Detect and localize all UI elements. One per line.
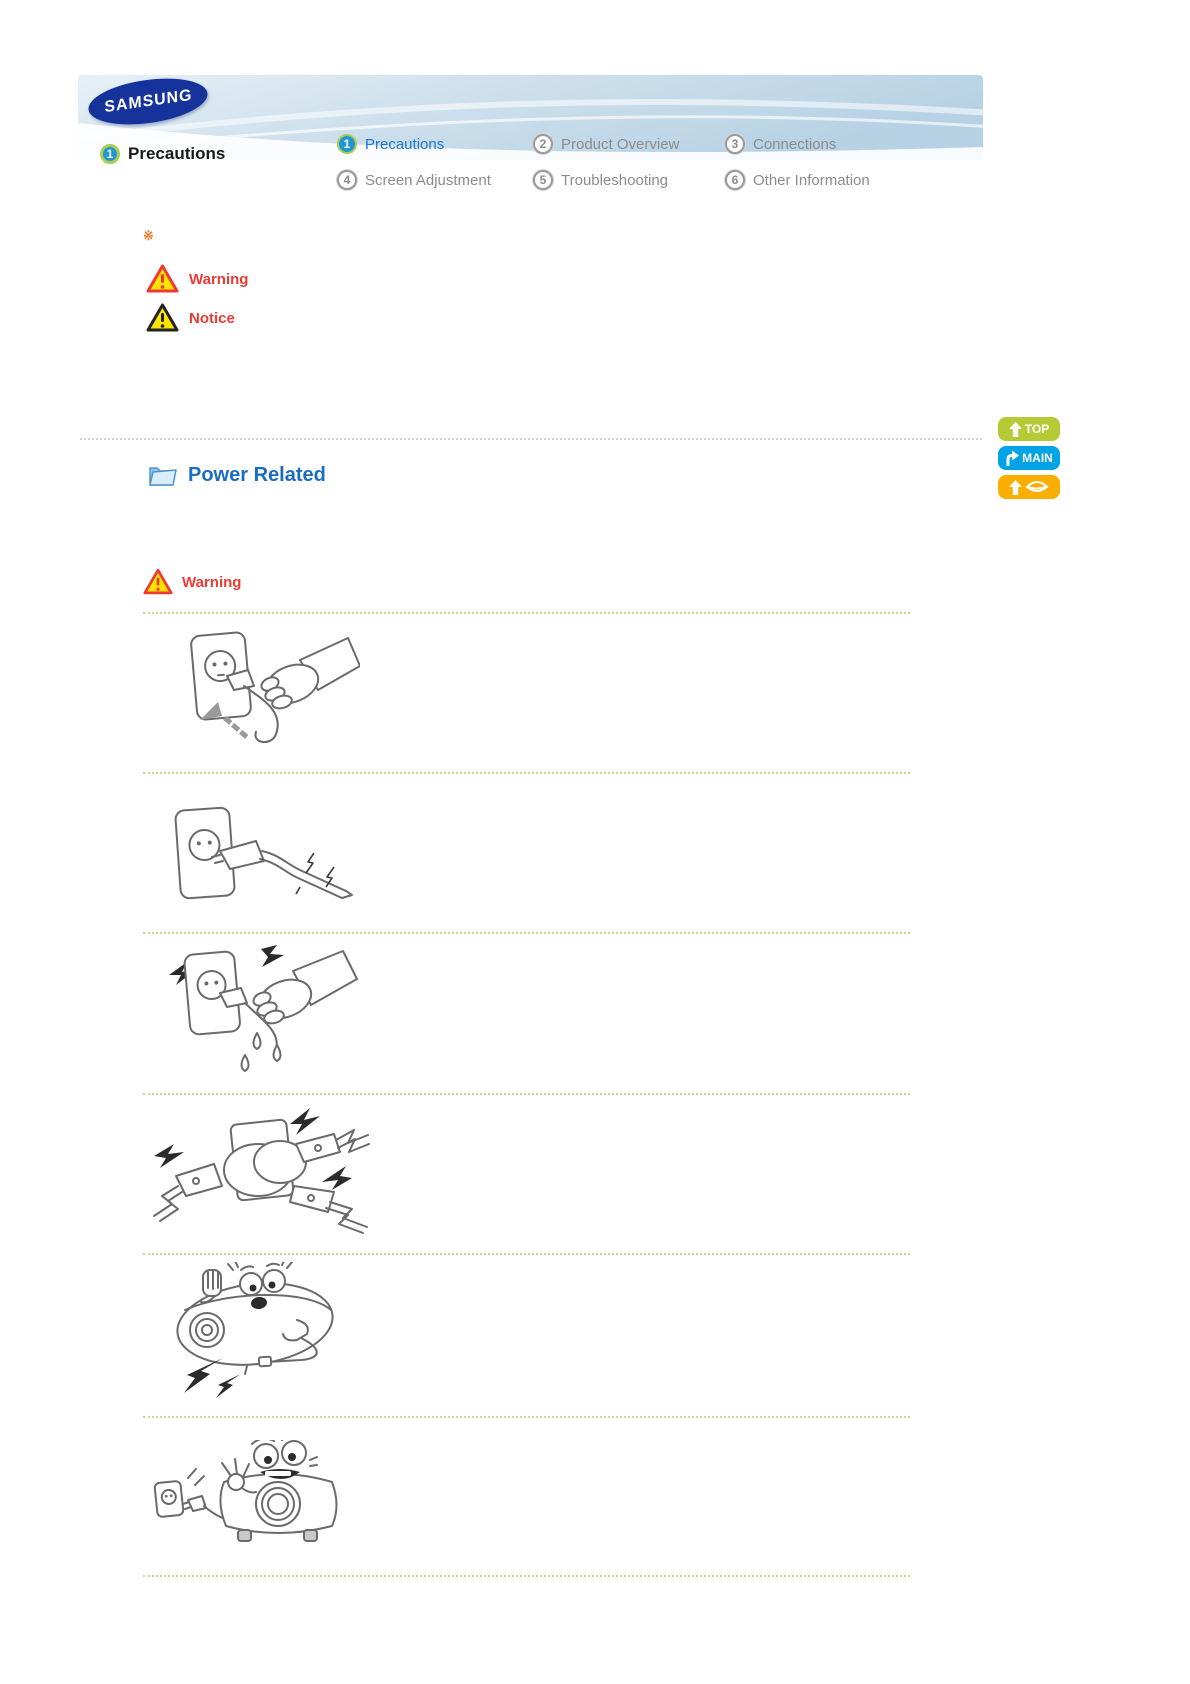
lips-icon: [1025, 480, 1049, 494]
warning-legend-label: Warning: [189, 270, 249, 288]
nav-item-label: Precautions: [365, 135, 445, 153]
row-divider: [143, 612, 910, 614]
page-number-badge: 1: [100, 144, 120, 164]
illustration-wet-hands-plug: [165, 945, 365, 1080]
up-arrow-icon: [1009, 422, 1022, 437]
main-button-label: MAIN: [1022, 451, 1053, 465]
nav-number-badge: 3: [725, 134, 745, 154]
up-lips-button[interactable]: [998, 475, 1060, 499]
nav-item-label: Connections: [753, 135, 837, 153]
illustration-multiple-plugs: [148, 1100, 378, 1255]
note-asterisk-symbol: ※: [143, 228, 154, 243]
nav-number-badge: 5: [533, 170, 553, 190]
nav-item-label: Product Overview: [561, 135, 680, 153]
illustration-unplug-by-holding-plug: [180, 628, 360, 758]
warning-triangle-icon: [146, 264, 179, 294]
nav-item-connections[interactable]: [725, 134, 836, 154]
nav-number-badge: 4: [337, 170, 357, 190]
nav-item-other-information[interactable]: [725, 170, 870, 190]
warning-triangle-icon: [143, 568, 173, 596]
nav-item-precautions[interactable]: [337, 134, 444, 154]
row-divider: [143, 1575, 910, 1577]
illustration-projector-stop-gesture: [155, 1262, 350, 1407]
nav-item-label: Screen Adjustment: [365, 171, 491, 189]
illustration-damaged-power-cord: [168, 795, 358, 925]
nav-number-badge: 2: [533, 134, 553, 154]
main-button[interactable]: [998, 446, 1060, 470]
row-divider: [143, 932, 910, 934]
up-arrow-icon: [1009, 480, 1022, 495]
notice-legend-label: Notice: [189, 309, 235, 327]
folder-icon: [148, 462, 178, 488]
nav-item-troubleshooting[interactable]: [533, 170, 668, 190]
page-title: [100, 144, 225, 164]
top-button-label: TOP: [1024, 422, 1050, 436]
nav-item-product-overview[interactable]: [533, 134, 679, 154]
power-related-title: Power Related: [188, 463, 326, 486]
illustration-projector-ok-unplugged: [148, 1440, 358, 1560]
turn-up-arrow-icon: [1005, 450, 1019, 466]
power-related-heading: [148, 462, 326, 488]
page-title-label: Precautions: [128, 144, 226, 163]
notice-triangle-icon: [146, 303, 179, 333]
nav-number-badge: 6: [725, 170, 745, 190]
legend-warning-row: [146, 264, 248, 294]
samsung-logo-text: SAMSUNG: [103, 86, 193, 116]
top-button[interactable]: [998, 417, 1060, 441]
section-divider: [80, 438, 982, 440]
power-warning-label: Warning: [182, 573, 242, 591]
power-warning-header: [143, 568, 241, 596]
row-divider: [143, 1416, 910, 1418]
row-divider: [143, 772, 910, 774]
nav-item-screen-adjustment[interactable]: [337, 170, 491, 190]
row-divider: [143, 1093, 910, 1095]
nav-item-label: Other Information: [753, 171, 870, 189]
nav-number-badge: 1: [337, 134, 357, 154]
legend-notice-row: [146, 303, 235, 333]
nav-item-label: Troubleshooting: [561, 171, 669, 189]
